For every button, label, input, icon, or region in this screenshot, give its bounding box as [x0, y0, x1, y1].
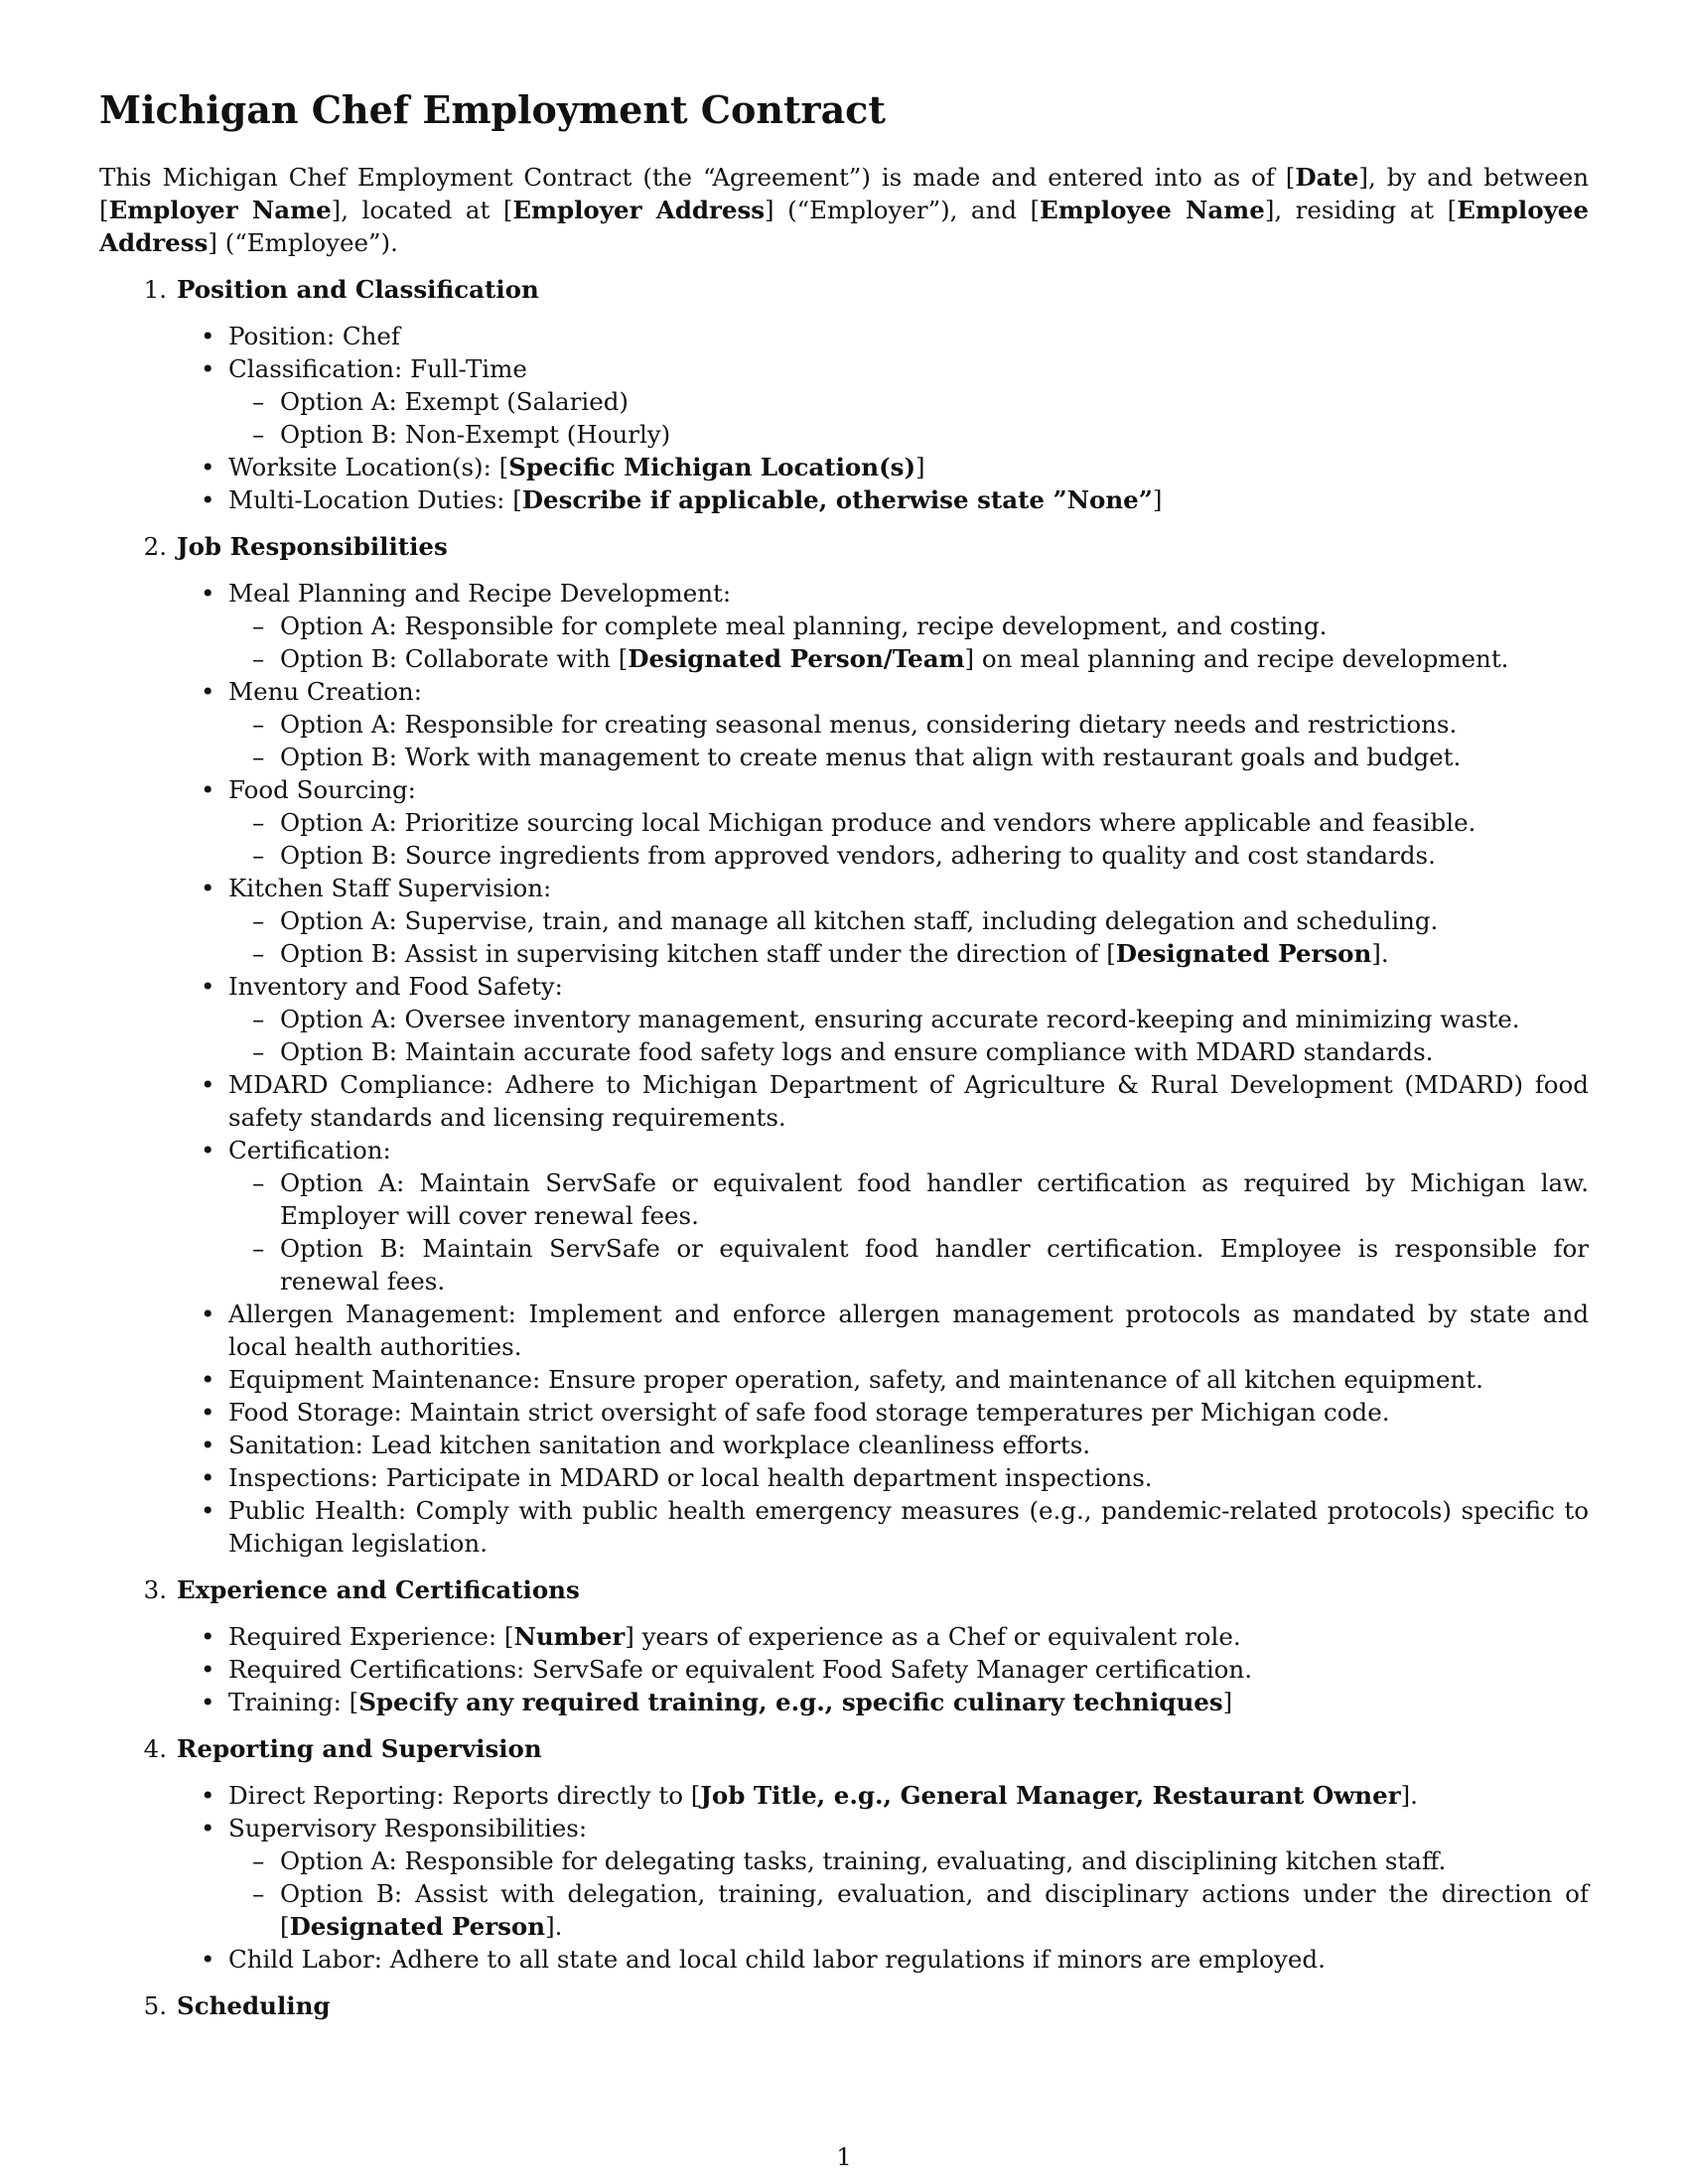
- section: [99, 1732, 1589, 1976]
- section-list: [99, 273, 1589, 2022]
- bullet-item: [228, 320, 1589, 352]
- placeholder-field: Specific Michigan Location(s): [508, 453, 916, 481]
- option-item: [280, 741, 1589, 773]
- option-item: [280, 610, 1589, 642]
- text-run: Option B: Maintain accurate food safety logs and ensure compliance with MDARD standards.: [280, 1037, 1434, 1066]
- section-title: Experience and Certifications: [177, 1575, 580, 1604]
- text-run: Option A: Prioritize sourcing local Michigan produce and vendors where applicable and feasible.: [280, 808, 1477, 837]
- option-list: [228, 1003, 1589, 1068]
- text-run: Position: Chef: [228, 322, 400, 350]
- text-run: ]: [1222, 1688, 1233, 1716]
- bullet-item: [228, 577, 1589, 675]
- section-number: 4.: [143, 1734, 167, 1763]
- bullet-item: [228, 1068, 1589, 1134]
- option-list: [228, 385, 1589, 451]
- section-title: Reporting and Supervision: [177, 1734, 542, 1763]
- placeholder-field: Designated Person: [1115, 939, 1372, 968]
- bullet-item: [228, 1429, 1589, 1461]
- bullet-item: [228, 773, 1589, 872]
- bullet-item: [228, 1943, 1589, 1976]
- bullet-item: [228, 352, 1589, 451]
- option-item: [280, 1166, 1589, 1232]
- option-item: [280, 937, 1589, 970]
- bullet-list: [99, 1620, 1589, 1718]
- bullet-item: [228, 451, 1589, 483]
- option-list: [228, 1844, 1589, 1943]
- text-run: Menu Creation:: [228, 677, 422, 706]
- text-run: Certification:: [228, 1136, 391, 1164]
- bullet-item: [228, 1363, 1589, 1396]
- text-run: Option A: Responsible for complete meal planning, recipe development, and costing.: [280, 612, 1328, 640]
- section-number: 3.: [143, 1575, 167, 1604]
- bullet-item: [228, 1461, 1589, 1494]
- bullet-item: [228, 1494, 1589, 1560]
- placeholder-field: Employee Name: [1040, 196, 1265, 224]
- placeholder-field: Job Title, e.g., General Manager, Restaurant Owner: [700, 1781, 1401, 1810]
- text-run: Supervisory Responsibilities:: [228, 1814, 588, 1843]
- text-run: Option B: Source ingredients from approved vendors, adhering to quality and cost standards.: [280, 841, 1436, 870]
- text-run: Option B: Work with management to create menus that align with restaurant goals and budget.: [280, 743, 1462, 771]
- section-heading: [99, 1732, 1589, 1765]
- section-title: Scheduling: [177, 1991, 331, 2020]
- text-run: ], residing at [: [1264, 196, 1458, 224]
- text-run: Option B: Assist in supervising kitchen staff under the direction of [: [280, 939, 1116, 968]
- section-title: Job Responsibilities: [177, 532, 448, 561]
- section-heading: [99, 1989, 1589, 2022]
- option-item: [280, 385, 1589, 418]
- section-number: 5.: [143, 1991, 167, 2020]
- page-number: 1: [836, 2142, 852, 2171]
- text-run: Option B: Non-Exempt (Hourly): [280, 420, 671, 449]
- text-run: Sanitation: Lead kitchen sanitation and workplace cleanliness efforts.: [228, 1431, 1091, 1459]
- bullet-item: [228, 483, 1589, 516]
- text-run: ].: [1371, 939, 1389, 968]
- bullet-item: [228, 1653, 1589, 1686]
- option-item: [280, 1877, 1589, 1943]
- text-run: This Michigan Chef Employment Contract (the “Agreement”) is made and entered into as of [: [99, 163, 1296, 192]
- text-run: ] on meal planning and recipe development.: [964, 644, 1509, 673]
- option-item: [280, 806, 1589, 839]
- bullet-item: [228, 1620, 1589, 1653]
- text-run: Direct Reporting: Reports directly to [: [228, 1781, 701, 1810]
- text-run: Kitchen Staff Supervision:: [228, 874, 552, 902]
- document-title: Michigan Chef Employment Contract: [99, 87, 886, 132]
- placeholder-field: Number: [513, 1622, 626, 1651]
- text-run: ]: [915, 453, 925, 481]
- placeholder-field: Designated Person: [289, 1912, 546, 1941]
- intro-paragraph: [99, 161, 1589, 259]
- option-list: [228, 708, 1589, 773]
- bullet-item: [228, 1686, 1589, 1718]
- option-list: [228, 1166, 1589, 1297]
- option-list: [228, 610, 1589, 675]
- section-title: Position and Classification: [177, 275, 539, 304]
- bullet-item: [228, 1396, 1589, 1429]
- option-item: [280, 1232, 1589, 1297]
- text-run: Worksite Location(s): [: [228, 453, 509, 481]
- bullet-item: [228, 1779, 1589, 1812]
- text-run: Option B: Maintain ServSafe or equivalent food handler certification. Employee is responsible for renewal fees.: [280, 1234, 1589, 1296]
- option-item: [280, 1003, 1589, 1035]
- section-heading: [99, 273, 1589, 306]
- text-run: Inventory and Food Safety:: [228, 972, 563, 1001]
- option-item: [280, 904, 1589, 937]
- bullet-list: [99, 577, 1589, 1560]
- text-run: Option A: Oversee inventory management, ensuring accurate record-keeping and minimizing waste.: [280, 1005, 1520, 1033]
- placeholder-field: Describe if applicable, otherwise state ”None”: [521, 485, 1153, 514]
- section-number: 1.: [143, 275, 167, 304]
- placeholder-field: Designated Person/Team: [628, 644, 965, 673]
- text-run: Food Sourcing:: [228, 775, 416, 804]
- text-run: MDARD Compliance: Adhere to Michigan Department of Agriculture & Rural Development (MDARD) food safety standards and licensing requirements.: [228, 1070, 1589, 1132]
- text-run: ] years of experience as a Chef or equivalent role.: [625, 1622, 1241, 1651]
- placeholder-field: Employer Address: [512, 196, 766, 224]
- text-run: Child Labor: Adhere to all state and local child labor regulations if minors are employed.: [228, 1945, 1326, 1974]
- text-run: ] (“Employer”), and [: [765, 196, 1041, 224]
- text-run: ]: [1152, 485, 1163, 514]
- bullet-item: [228, 1812, 1589, 1943]
- placeholder-field: Specify any required training, e.g., specific culinary techniques: [358, 1688, 1223, 1716]
- section: [99, 1573, 1589, 1718]
- placeholder-field: Employee Address: [99, 196, 1589, 257]
- text-run: ].: [1400, 1781, 1418, 1810]
- text-run: Training: [: [228, 1688, 359, 1716]
- text-run: ] (“Employee”).: [208, 228, 398, 257]
- document-page: [99, 87, 1589, 2022]
- section-number: 2.: [143, 532, 167, 561]
- text-run: Allergen Management: Implement and enforce allergen management protocols as mandated by state and local health authorities.: [228, 1299, 1589, 1361]
- bullet-item: [228, 1134, 1589, 1297]
- text-run: Food Storage: Maintain strict oversight of safe food storage temperatures per Michigan code.: [228, 1398, 1390, 1427]
- text-run: Option B: Assist with delegation, training, evaluation, and disciplinary actions under the direction of [: [280, 1879, 1589, 1941]
- text-run: Required Experience: [: [228, 1622, 514, 1651]
- text-run: Inspections: Participate in MDARD or local health department inspections.: [228, 1463, 1153, 1492]
- text-run: ], by and between [: [99, 163, 1589, 224]
- option-list: [228, 806, 1589, 872]
- section: [99, 1989, 1589, 2022]
- bullet-item: [228, 675, 1589, 773]
- text-run: Equipment Maintenance: Ensure proper operation, safety, and maintenance of all kitchen equipment.: [228, 1365, 1483, 1394]
- option-item: [280, 418, 1589, 451]
- text-run: Option A: Maintain ServSafe or equivalent food handler certification as required by Michigan law. Employer will cover renewal fees.: [280, 1168, 1589, 1230]
- text-run: ], located at [: [331, 196, 513, 224]
- option-item: [280, 1035, 1589, 1068]
- section-heading: [99, 530, 1589, 563]
- text-run: Option A: Responsible for creating seasonal menus, considering dietary needs and restrictions.: [280, 710, 1458, 739]
- text-run: Option B: Collaborate with [: [280, 644, 629, 673]
- text-run: Public Health: Comply with public health emergency measures (e.g., pandemic-related protocols) specific to Michigan legislation.: [228, 1496, 1589, 1558]
- option-item: [280, 1844, 1589, 1877]
- option-item: [280, 642, 1589, 675]
- bullet-item: [228, 970, 1589, 1068]
- text-run: Classification: Full-Time: [228, 354, 527, 383]
- placeholder-field: Date: [1295, 163, 1359, 192]
- text-run: Meal Planning and Recipe Development:: [228, 579, 732, 608]
- option-item: [280, 839, 1589, 872]
- bullet-list: [99, 1779, 1589, 1976]
- placeholder-field: Employer Name: [108, 196, 332, 224]
- option-list: [228, 904, 1589, 970]
- text-run: Option A: Supervise, train, and manage all kitchen staff, including delegation and scheduling.: [280, 906, 1439, 935]
- section: [99, 273, 1589, 516]
- bullet-list: [99, 320, 1589, 516]
- section-heading: [99, 1573, 1589, 1606]
- text-run: Option A: Responsible for delegating tasks, training, evaluating, and disciplining kitchen staff.: [280, 1846, 1447, 1875]
- bullet-item: [228, 872, 1589, 970]
- text-run: ].: [545, 1912, 563, 1941]
- text-run: Multi-Location Duties: [: [228, 485, 522, 514]
- bullet-item: [228, 1297, 1589, 1363]
- text-run: Required Certifications: ServSafe or equivalent Food Safety Manager certification.: [228, 1655, 1252, 1684]
- option-item: [280, 708, 1589, 741]
- section: [99, 530, 1589, 1560]
- text-run: Option A: Exempt (Salaried): [280, 387, 629, 416]
